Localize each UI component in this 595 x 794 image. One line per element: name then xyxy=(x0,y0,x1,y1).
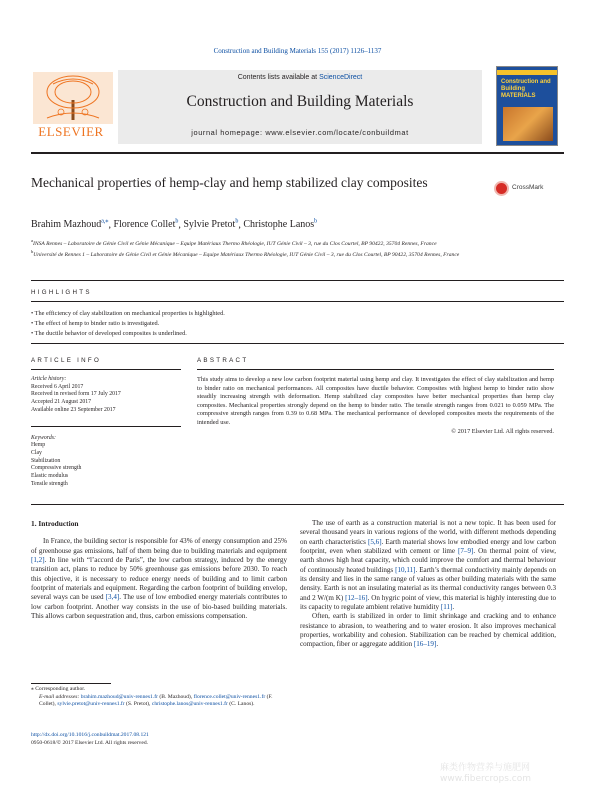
article-info xyxy=(31,376,181,488)
keyword: Stabilization xyxy=(31,457,61,464)
abstract xyxy=(197,376,554,436)
history-label: Article history: xyxy=(31,376,67,382)
journal-reference[interactable]: Construction and Building Materials 155 (2017) 1126–1137 xyxy=(213,47,382,55)
journal-title: Construction and Building Materials xyxy=(186,93,414,110)
email-link[interactable]: brahim.mazhoud@univ-rennes1.fr xyxy=(80,693,158,700)
divider xyxy=(31,504,564,505)
paragraph: Often, earth is stabilized in order to limit shrinkage and cracking and to enhance resistance to abrasion, to weathering and to water erosion. It also improves mechanical properties, workability and cohesion. Stabilization can be reached by chemical addition, compaction, fiber or aggregate addition [16–19]. xyxy=(300,612,556,649)
keyword: Hemp xyxy=(31,442,46,449)
article-title: Mechanical properties of hemp-clay and hemp stabilized clay composites xyxy=(31,175,428,190)
paragraph: The use of earth as a construction material is not a new topic. It has been used for several thousand years in various regions of the world, with different methods depending on earth characteristics [5,6]. Earth material shows low embodied energy and low carbon footprint, even when stabilized with cement or lime [7–9]. On thermal point of view, earth shows high heat capacity, which could improve the comfort and thermal behaviour of continuously heated buildings [10,11]. Earth’s thermal conductivity mainly depends on its density and lies in the same range of values as other building materials with the same density. Earth is not an insulating material as its thermal conductivity ranges between 0.3 and 2 W/(m K) [12–16]. On hygric point of view, this material is highly interesting due to its capacity to regulate ambient relative humidity [11]. xyxy=(300,519,556,612)
affiliation: $^b$Université de Rennes 1 – Laboratoire de Génie Civil et Génie Mécanique – Equipe Matériaux Thermo Rhéologie, IUT Génie Civil – 3, rue du Clos Courtel, BP 90422, 35704 Rennes, France xyxy=(31,249,460,259)
author[interactable]: Brahim Mazhoud$^{a,⁎}$ xyxy=(31,219,109,231)
crossmark-icon xyxy=(494,181,509,196)
affiliation: $^a$INSA Rennes – Laboratoire de Génie Civil et Génie Mécanique – Equipe Matériaux Thermo Rhéologie, IUT Génie Civil – 3, rue du Clos Courtel, BP 90422, 35704 Rennes, France xyxy=(31,238,437,247)
keyword: Elastic modulus xyxy=(31,473,69,480)
citation-link[interactable]: [10,11] xyxy=(395,565,416,574)
highlights-heading: HIGHLIGHTS xyxy=(31,289,92,296)
citation-link[interactable]: [11] xyxy=(440,603,453,612)
left-column xyxy=(31,519,287,621)
contents-line: Contents lists available at ScienceDirect xyxy=(237,74,363,81)
citation-link[interactable]: [12–16] xyxy=(345,593,368,602)
abstract-heading: ABSTRACT xyxy=(197,357,249,364)
author[interactable]: Sylvie Pretot$^b$ xyxy=(183,219,239,231)
journal-header xyxy=(31,66,564,148)
highlight-item: • The ductile behavior of developed composites is underlined. xyxy=(31,330,187,337)
author-list: Brahim Mazhoud$^{a,⁎}$, Florence Collet$^b$, Sylvie Pretot$^b$, Christophe Lanos$^b$ xyxy=(31,219,318,231)
citation-link[interactable]: [1,2] xyxy=(31,556,45,565)
corresponding-author: ⁎ Corresponding author. xyxy=(31,686,86,692)
divider xyxy=(31,369,181,370)
cover-image xyxy=(503,107,553,141)
cover-strip xyxy=(497,70,558,75)
crossmark-badge[interactable] xyxy=(494,181,559,197)
history-item: Available online 23 September 2017 xyxy=(31,406,116,413)
keyword: Tensile strength xyxy=(31,480,68,487)
keywords-label: Keywords: xyxy=(31,434,56,441)
header-rule xyxy=(31,152,564,154)
footnote xyxy=(31,686,287,709)
author[interactable]: Florence Collet$^b$ xyxy=(113,219,179,231)
divider xyxy=(31,280,564,281)
highlights-list xyxy=(31,309,551,339)
highlight-item: • The effect of hemp to binder ratio is investigated. xyxy=(31,320,160,327)
history-item: Accepted 21 August 2017 xyxy=(31,399,92,406)
email-link[interactable]: christophe.lanos@univ-rennes1.fr xyxy=(151,701,228,708)
citation-link[interactable]: [5,6] xyxy=(367,537,382,546)
keyword: Clay xyxy=(31,449,42,456)
right-column xyxy=(300,519,556,650)
affiliations xyxy=(31,237,551,260)
email-link[interactable]: sylvie.pretot@univ-rennes1.fr xyxy=(57,701,125,708)
divider xyxy=(197,369,554,370)
footnote-rule xyxy=(31,683,111,684)
doi-link[interactable]: http://dx.doi.org/10.1016/j.conbuildmat.2017.08.121 xyxy=(31,732,149,738)
citation-link[interactable]: [7–9] xyxy=(458,547,474,556)
sciencedirect-link[interactable]: ScienceDirect xyxy=(319,74,363,81)
keyword: Compressive strength xyxy=(31,465,82,472)
section-heading: 1. Introduction xyxy=(31,519,79,528)
email-link[interactable]: florence.collet@univ-rennes1.fr xyxy=(193,693,266,700)
citation-link[interactable]: [3,4] xyxy=(105,593,120,602)
article-info-heading: ARTICLE INFO xyxy=(31,357,102,364)
abstract-text: This study aims to develop a new low carbon footprint material using hemp and clay. It investigates the effect of clay stabilization and hemp to binder ratio on mechanical performances. All composites have ductile behavior. Composites with highest hemp to binder ratio show steadily increasing strength with deformation. Hemp stabilized clay composites have better mechanical properties than hemp clay composites. Mechanical properties strongly depend on the hemp to binder ratio. The tensile strength ranges from 0.021 to 0.059 MPa. The compressive strength ranges from 0.39 to 0.68 MPa. The mechanical performance of developed composites meets the requirements of the intended use. xyxy=(197,376,554,426)
publisher-name: ELSEVIER xyxy=(38,124,104,139)
divider xyxy=(31,343,564,344)
watermark: 麻类作物营养与施肥网 www.fibercrops.com xyxy=(440,763,531,784)
crossmark-label: CrossMark xyxy=(512,184,544,191)
highlight-item: • The efficiency of clay stabilization on mechanical properties is highlighted. xyxy=(31,310,225,317)
journal-cover[interactable] xyxy=(496,66,558,146)
issn-line: 0950-0618/© 2017 Elsevier Ltd. All rights reserved. xyxy=(31,739,149,746)
divider xyxy=(31,426,181,427)
history-item: Received 6 April 2017 xyxy=(31,383,84,390)
email-addresses: E-mail addresses: brahim.mazhoud@univ-rennes1.fr (B. Mazhoud), florence.collet@univ-rennes1.fr (F. Collet), sylvie.pretot@univ-rennes1.fr (S. Pretot), christophe.lanos@univ-rennes1.fr (C. Lanos). xyxy=(39,693,273,708)
paragraph: In France, the building sector is responsible for 43% of energy consumption and 25% of greenhouse gas emissions, half of them being due to building materials and equipment [1,2]. In line with “l’accord de Paris”, the low carbon strategy, induced by the energy transition act, plans to reduce by 50% greenhouse gas emissions before 2030. To reach this objective, it is necessary to reduce energy needs of building and to limit carbon footprint of materials and equipment. Regarding the carbon footprint of building envelop, several ways can be used [3,4]. The use of low embodied energy materials contributes to low carbon footprint. Another way consists in the use of bio-based building materials. This allows carbon sequestration and, thus, carbon emissions compensation. xyxy=(31,537,287,621)
divider xyxy=(31,301,564,302)
homepage-link[interactable]: www.elsevier.com/locate/conbuildmat xyxy=(265,128,409,137)
journal-homepage: journal homepage: www.elsevier.com/locate/conbuildmat xyxy=(191,128,409,137)
copyright: © 2017 Elsevier Ltd. All rights reserved. xyxy=(451,427,554,435)
history-item: Received in revised form 17 July 2017 xyxy=(31,391,121,398)
citation-link[interactable]: [16–19] xyxy=(413,640,437,649)
cover-title: Construction and Building MATERIALS xyxy=(501,79,551,99)
doi-block xyxy=(31,732,287,747)
author[interactable]: Christophe Lanos$^b$ xyxy=(243,219,318,231)
